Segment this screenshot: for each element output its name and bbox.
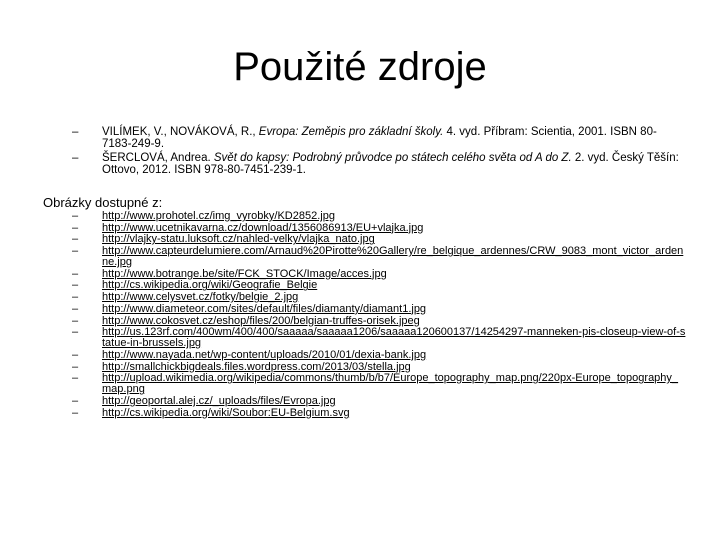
reference-title: Evropa: Zeměpis pro základní školy. — [258, 126, 444, 138]
image-source-link[interactable]: http://vlajky-statu.luksoft.cz/nahled-velky/vlajka_nato.jpg — [102, 233, 375, 246]
image-link-item — [72, 246, 687, 268]
image-link-item — [72, 211, 687, 222]
bullet-dash: – — [72, 348, 79, 361]
bullet-dash: – — [72, 406, 79, 419]
image-link-item — [72, 396, 687, 407]
image-link-list — [72, 211, 687, 419]
bullet-dash: – — [72, 291, 79, 304]
image-link-item — [72, 327, 687, 349]
image-source-link[interactable]: http://cs.wikipedia.org/wiki/Geografie_Belgie — [102, 279, 318, 292]
bullet-dash: – — [72, 372, 79, 385]
bullet-dash: – — [72, 221, 79, 234]
image-source-link[interactable]: http://www.prohotel.cz/img_vyrobky/KD2852.jpg — [102, 210, 335, 222]
reference-author: VILÍMEK, V., NOVÁKOVÁ, R., — [102, 126, 259, 138]
bullet-dash: – — [72, 267, 79, 280]
image-link-item — [72, 292, 687, 303]
bullet-dash: – — [72, 314, 79, 327]
slide-title: Použité zdroje — [233, 45, 487, 89]
reference-title: Svět do kapsy: Podrobný průvodce po státech celého světa od A do Z. — [213, 152, 572, 164]
image-link-item — [72, 373, 687, 395]
image-source-link[interactable]: http://geoportal.alej.cz/_uploads/files/Evropa.jpg — [102, 394, 336, 407]
image-link-item — [72, 304, 687, 315]
image-source-link[interactable]: http://cs.wikipedia.org/wiki/Soubor:EU-Belgium.svg — [102, 406, 350, 419]
image-source-link[interactable]: http://www.diameteor.com/sites/default/files/diamanty/diamant1.jpg — [102, 302, 427, 315]
image-source-link[interactable]: http://www.botrange.be/site/FCK_STOCK/Image/acces.jpg — [102, 267, 387, 280]
reference-author: ŠERCLOVÁ, Andrea. — [102, 152, 214, 164]
reference-item — [72, 153, 682, 176]
reference-list — [72, 127, 682, 179]
image-source-link[interactable]: http://www.cokosvet.cz/eshop/files/200/belgian-truffes-orisek.jpeg — [102, 314, 420, 327]
image-source-link[interactable]: http://us.123rf.com/400wm/400/400/saaaaa/saaaaa1206/saaaaa120600137/14254297-manneken-pis-closeup-view-of-statue-in-brussels.jpg — [102, 326, 686, 350]
bullet-dash: – — [72, 279, 79, 292]
image-source-link[interactable]: http://upload.wikimedia.org/wikipedia/commons/thumb/b/b7/Europe_topography_map.png/220px-Europe_topography_map.png — [102, 372, 679, 396]
bullet-dash: – — [72, 126, 79, 138]
image-source-link[interactable]: http://www.ucetnikavarna.cz/download/1356086913/EU+vlajka.jpg — [102, 221, 424, 234]
bullet-dash: – — [72, 360, 79, 373]
images-source-label: Obrázky dostupné z: — [43, 195, 163, 210]
bullet-dash: – — [72, 326, 79, 339]
image-link-item — [72, 350, 687, 361]
bullet-dash: – — [72, 152, 79, 164]
image-link-item — [72, 280, 687, 291]
image-link-item — [72, 362, 687, 373]
image-link-item — [72, 408, 687, 419]
image-link-item — [72, 223, 687, 234]
image-source-link[interactable]: http://www.nayada.net/wp-content/uploads/2010/01/dexia-bank.jpg — [102, 348, 427, 361]
bullet-dash: – — [72, 394, 79, 407]
image-link-item — [72, 234, 687, 245]
bullet-dash: – — [72, 302, 79, 315]
bullet-dash: – — [72, 233, 79, 246]
image-source-link[interactable]: http://www.celysvet.cz/fotky/belgie_2.jpg — [102, 291, 299, 304]
image-link-item — [72, 269, 687, 280]
reference-item — [72, 127, 682, 150]
bullet-dash: – — [72, 245, 79, 258]
image-link-item — [72, 316, 687, 327]
reference-publication: 2. vyd. Český Těšín: Ottovo, 2012. ISBN 978-80-7451-239-1. — [102, 152, 679, 176]
reference-publication: 4. vyd. Příbram: Scientia, 2001. ISBN 80-7183-249-9. — [102, 126, 657, 150]
image-source-link[interactable]: http://smallchickbigdeals.files.wordpress.com/2013/03/stella.jpg — [102, 360, 411, 373]
bullet-dash: – — [72, 210, 79, 222]
image-source-link[interactable]: http://www.capteurdelumiere.com/Arnaud%20Pirotte%20Gallery/re_belgique_ardennes/CRW_9083_mont_victor_ardenne.jpg — [102, 245, 684, 269]
